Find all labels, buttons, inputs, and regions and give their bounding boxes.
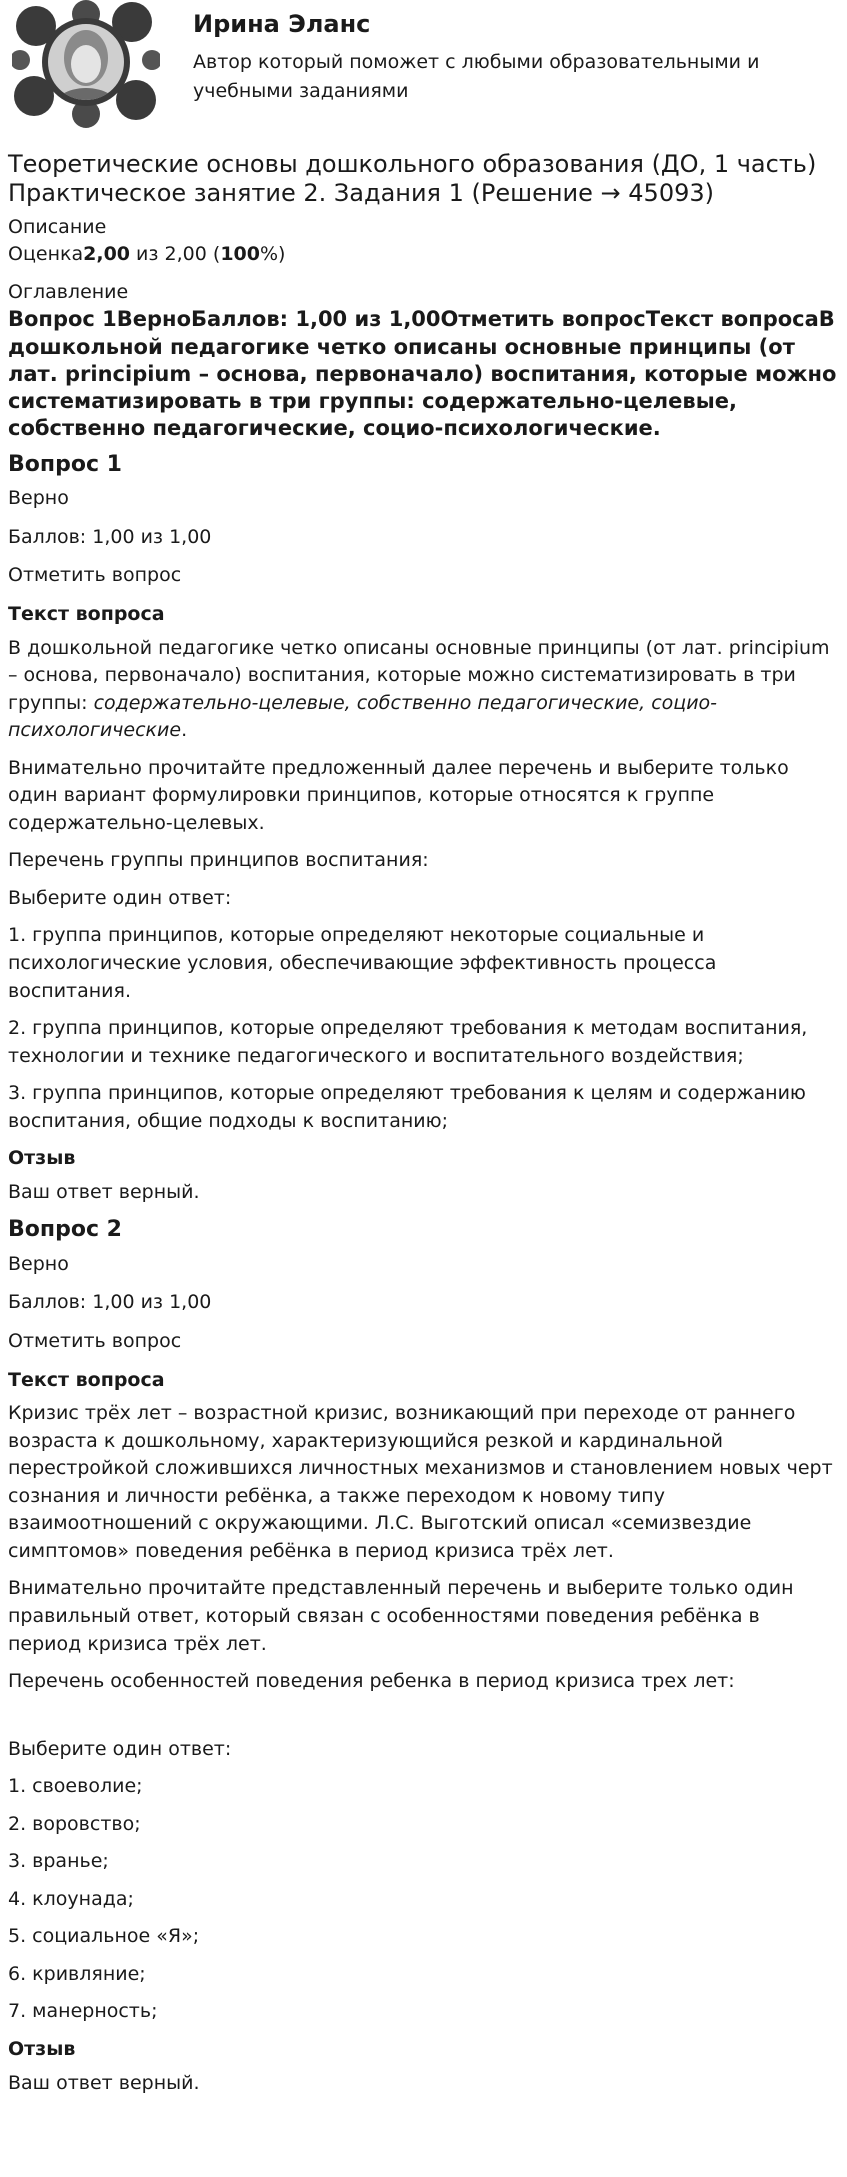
question-score: Баллов: 1,00 из 1,00 — [8, 1291, 212, 1314]
flag-question-link[interactable]: Отметить вопрос — [8, 564, 182, 587]
question-text-end: . — [181, 719, 188, 742]
question-status: Верно — [8, 1252, 69, 1275]
question-heading: Вопрос 2 — [8, 1217, 122, 1243]
spacer — [8, 1706, 839, 1736]
answer-option[interactable]: 3. группа принципов, которые определяют требования к целям и содержанию воспитания, общие подходы к воспитанию; — [8, 1082, 806, 1132]
question-heading: Вопрос 1 — [8, 451, 122, 477]
page-title — [8, 150, 839, 208]
author-card — [8, 0, 839, 140]
answer-option[interactable]: 1. своеволие; — [8, 1775, 143, 1798]
flag-question-link[interactable]: Отметить вопрос — [8, 1330, 182, 1353]
question-text-label: Текст вопроса — [8, 1368, 165, 1391]
author-name: Ирина Эланс — [193, 10, 371, 38]
question-1 — [8, 451, 839, 1207]
answer-option[interactable]: 2. группа принципов, которые определяют требования к методам воспитания, технологии и технике педагогического и воспитательного воздействия; — [8, 1017, 808, 1067]
answer-option[interactable]: 5. социальное «Я»; — [8, 1925, 200, 1948]
author-avatar — [12, 0, 160, 130]
question-text — [8, 635, 839, 745]
answer-prompt: Выберите один ответ: — [8, 886, 232, 909]
page-title-line2: Практическое занятие 2. Задания 1 (Решение → 45093) — [8, 178, 714, 207]
question-instructions: Внимательно прочитайте предложенный далее перечень и выберите только один вариант формулировки принципов, которые относятся к группе содержательно-целевых. — [8, 756, 789, 834]
question-list-title: Перечень особенностей поведения ребенка в период кризиса трех лет: — [8, 1670, 735, 1693]
question-text-intro: В дошкольной педагогике четко описаны основные принципы (от лат. principium – основа, первоначало) воспитания, которые можно систематизировать в три группы: — [8, 636, 830, 714]
grade-line — [8, 241, 839, 269]
feedback-label: Отзыв — [8, 2037, 76, 2060]
answer-option[interactable]: 6. кривляние; — [8, 1962, 146, 1985]
grade-value: 2,00 — [83, 243, 131, 266]
toc-label: Оглавление — [8, 280, 129, 303]
grade-percent: 100 — [220, 243, 260, 266]
toc-text: Вопрос 1ВерноБаллов: 1,00 из 1,00Отметить вопросТекст вопросаВ дошкольной педагогике четко описаны основные принципы (от лат. principium – основа, первоначало) воспитания, которые можно систематизировать в три группы: содержательно-целевые, собственно педагогические, социо-психологические. — [8, 307, 837, 441]
grade-label: Оценка — [8, 243, 84, 266]
answer-option[interactable]: 3. вранье; — [8, 1850, 109, 1873]
answer-option[interactable]: 4. клоунада; — [8, 1887, 134, 1910]
feedback-text: Ваш ответ верный. — [8, 1180, 200, 1203]
feedback-label: Отзыв — [8, 1147, 76, 1170]
question-status: Верно — [8, 487, 69, 510]
question-2 — [8, 1216, 839, 2097]
page-title-line1: Теоретические основы дошкольного образования (ДО, 1 часть) — [8, 150, 817, 178]
answer-option[interactable]: 7. манерность; — [8, 2000, 158, 2023]
description-label: Описание — [8, 215, 107, 238]
grade-tail: %) — [259, 243, 286, 266]
answer-option[interactable]: 2. воровство; — [8, 1812, 141, 1835]
author-description: Автор который поможет с любыми образовательными и учебными заданиями — [193, 51, 760, 102]
question-text-italic: содержательно-целевые, собственно педагогические, социо-психологические — [8, 691, 718, 742]
question-instructions: Внимательно прочитайте представленный перечень и выберите только один правильный ответ, который связан с особенностями поведения ребёнка в период кризиса трёх лет. — [8, 1577, 794, 1655]
question-list-title: Перечень группы принципов воспитания: — [8, 849, 429, 872]
answer-prompt: Выберите один ответ: — [8, 1737, 232, 1760]
feedback-text: Ваш ответ верный. — [8, 2071, 200, 2094]
question-text: Кризис трёх лет – возрастной кризис, возникающий при переходе от раннего возраста к дошкольному, характеризующийся резкой и кардинальной перестройкой сложившихся личностных механизмов и становлением новых черт сознания и личности ребёнка, а также переходом к новому типу взаимоотношений с окружающими. Л.С. Выготский описал «семизвездие симптомов» поведения ребёнка в период кризиса трёх лет. — [8, 1402, 833, 1562]
question-score: Баллов: 1,00 из 1,00 — [8, 525, 212, 548]
grade-of: из 2,00 ( — [130, 243, 221, 266]
question-text-label: Текст вопроса — [8, 602, 165, 625]
answer-option[interactable]: 1. группа принципов, которые определяют некоторые социальные и психологические условия, обеспечивающие эффективность процесса воспитания. — [8, 924, 717, 1002]
